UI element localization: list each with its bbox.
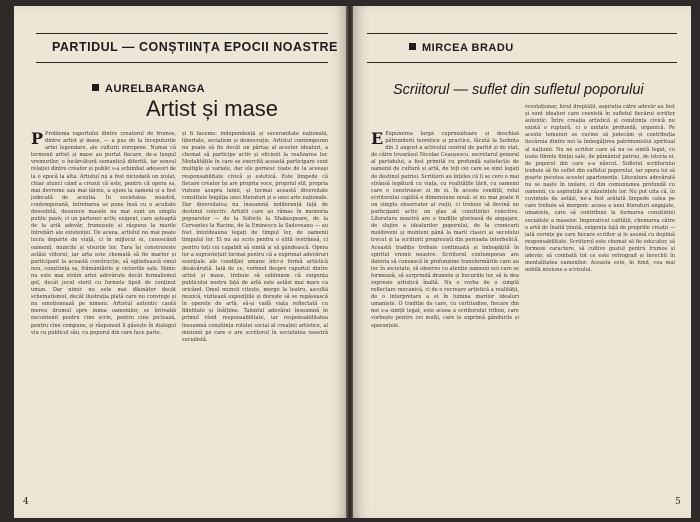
text-column-1 xyxy=(31,131,176,507)
author-name xyxy=(92,83,205,95)
page-number: 5 xyxy=(675,497,681,507)
bullet-square xyxy=(92,84,99,91)
text-column-2 xyxy=(182,131,328,507)
top-rule xyxy=(36,33,328,34)
text-column-1 xyxy=(371,131,519,507)
right-page xyxy=(353,6,691,518)
author-text: AURELBARANGA xyxy=(105,83,206,95)
author-text: MIRCEA BRADU xyxy=(422,42,514,54)
section-rule xyxy=(367,62,677,63)
article-title: Artist și mase xyxy=(146,96,279,121)
article-title: Scriitorul — suflet din sufletul poporului xyxy=(393,82,644,98)
column-text: revoluționar, forul dreptății, aspirația către adevăr au fost și sunt idealuri care coexistă în sufletul fiecărui scriitor autentic. Între creația artistică și conștiința civică nu există o ruptură, ci o unitate profundă, organică. Pe aceste temeiuri se cuvine să judecăm și contribuția fiecăruia dintre noi la îmbogățirea patrimoniului spiritual al națiunii. Nu ne scriitor care să nu se simtă legat, cu toate fibrele ființei sale, de pământul patriei, de istoria ei, de poporul din care s-a născut. Sufletul scriitorului trebuie să fie suflet din sufletul poporului, iar opera lui să poarte pecetea acestei apartenențe. Literatura adevărată nu se naște în izolare, ci din comuniunea profundă cu oamenii, cu aspirațiile și năzuințele lor. Nu pot uita că, în cuvintele de astăzi, ne-a fost arătată limpede calea pe care trebuie să mergem: aceea a unei literaturi angajate, umaniste, care să contribuie la formarea conștiinței socialiste a maselor. Imperativul calității, chemarea către o artă de înaltă ținută, exigența față de propriile creații — iată cerințe pe care fiecare scriitor și le asumă cu deplină responsabilitate. Scriitorul este chemat să fie educator, să formeze caractere, să cultive gustul pentru frumos și adevăr, să combată tot ce este retrograd și învechit în mentalitatea oamenilor. Aceasta este, în fond, cea mai nobilă misiune a scrisului. xyxy=(525,104,675,274)
text-column-2 xyxy=(525,104,675,507)
top-rule xyxy=(367,33,677,34)
author-name xyxy=(409,42,514,54)
section-rule xyxy=(36,62,328,63)
column-text: Expunerea largă cuprinzătoare și deschisă pătrunderii teoretice și practice, făcută la Ședința din 3 august a activului central de partid și de stat, de către tovarășul Nicolae Ceaușescu, secretarul general al partidului, a fost primită cu profundă satisfacție de oamenii de cultură și artă, de toți cei care se simt legați de destinul patriei. Scriitorii au înțeles că li se cere o mai strânsă legătură cu viața, cu realitățile țării, cu oamenii care o construiesc zi de zi. În aceste condiții, rolul scriitorului capătă o dimensiune nouă: el nu mai poate fi un simplu observator al vieții, ci trebuie să devină un participant activ, un glas al conștiinței colective. Literatura noastră are o tradiție glorioasă de angajare, de slujire a idealurilor poporului, de la cronicarii moldoveni și munteni până la marii clasici ai secolului trecut și la scriitorii progresiști din perioada interbelică. Această tradiție trebuie continuată și îmbogățită în spiritul vremii noastre. Scriitorul contemporan are datoria să cunoască în profunzime transformările care au loc în societate, să observe cu atenție oamenii noi care se formează, să surprindă dramele și bucuriile lor, să le dea expresie artistică înaltă. Nu e vorba de o simplă reflectare mecanică, ci de o recreare artistică a realității, de o interpretare a ei în lumina marilor idealuri umaniste. O tradiție de care, cu certitudine, fiecare din noi s-a simțit legat, este aceea a scriitorului tribun, care vorbește pentru cei mulți, care le exprimă gândurile și speranțele. xyxy=(371,131,519,329)
drop-cap: E xyxy=(371,131,384,148)
drop-cap: P xyxy=(31,131,44,148)
section-title: PARTIDUL — CONȘTIINȚA EPOCII NOASTRE xyxy=(52,40,338,54)
column-text: și fi faceme: independență și suveranitate națională, libertate, socialism și democrație. Artistul contemporan nu poate să fie decât un părtaș al acestor idealuri, a chemat să participe activ și eficient la realizarea lor. Modalitățile în care se exercită această participare sunt multiple și variate, dar ele pornesc toate de la aceeași responsabilitate civică și estetică. Este limpede că fiecare creator își are propria voce, propriul stil, propria viziune asupra lumii, și tocmai această diversitate constituie bogăția unei literaturi și a unei arte naționale. Dar diversitatea nu înseamnă indiferență față de destinul colectiv. Artiștii care au rămas în memoria popoarelor — de la Sofocle la Shakespeare, de la Cervantes la Racine, de la Eminescu la Sadoveanu — au fost întotdeauna legați de timpul lor, de oamenii timpului lor. Ei nu au scris pentru o elită restrânsă, ci pentru toți cei capabili să simtă și să gândească. Opera lor a supraviețuit tocmai pentru că a exprimat adevăruri esențiale ale condiției umane într-o formă artistică desăvârșită. Iată de ce, vorbind despre raportul dintre artist și mase, trebuie să subliniem că exigența publicului nostru față de artă este astăzi mai mare ca oricând. Omul muncii citește, merge la teatru, ascultă muzică, vizitează expozițiile și dorește să se regăsească în operele de artă, să-și vadă viața reflectată cu fidelitate și înălțime. Talentul adevărat înseamnă în primul rând responsabilitate, iar responsabilitatea înseamnă conștiința rolului social al creației artistice, al misiunii pe care o are scriitorul în societatea noastră socialistă. xyxy=(182,131,328,343)
bullet-square xyxy=(409,43,416,50)
column-text: Problema raportului dintre creatorul de frumos, dintre artist și mase, — a pus de la începuturile artei legendare, ale culturii europene. Numai că termenii artist și mase au purtat fiecare, de-a lungul vremurilor, o încărcătură semantică diferită, iar sensul relației dintre creator și public s-a schimbat adeseori de la o epocă la alta. Artistul nu a fost niciodată un izolat, chiar atunci când a crezut că este, pentru că opera sa, mai devreme sau mai târziu, a ajuns la oameni și a fost judecată de aceștia. În societatea noastră, contemporană, întrebarea se pune însă cu o acuitate deosebită, deoarece masele nu mai sunt un simplu public pasiv, ci un partener activ, exigent, care așteaptă de la artă adevăr, frumusețe și răspuns la marile întrebări ale existenței. De aceea, artistul nu mai poate lucra departe de viață, ci în mijlocul ei, cunoscând oamenii, muncile și visurile lor. Țara își construiește astăzi viitorul, iar arta este chemată să fie martor și participant la această construcție, să oglindească omul nou, conștiința sa, frământările și victoriile sale. Nimic nu este mai străin artei adevărate decât formalismul gol, decât jocul steril cu formele lipsit de conținut uman. Dar nimic nu este mai dăunător decât schematismul, decât ilustrația plată care nu convinge și nu emoționează pe nimeni. Artistul autentic caută mereu drumul spre inima oamenilor, se întreabă necontenit pentru cine scrie, pentru cine pictează, pentru cine compune, și răspunsul îl găsește în dialogul viu cu publicul său, cu poporul din care face parte. xyxy=(31,131,176,336)
left-page xyxy=(14,6,347,518)
page-number: 4 xyxy=(23,497,29,507)
